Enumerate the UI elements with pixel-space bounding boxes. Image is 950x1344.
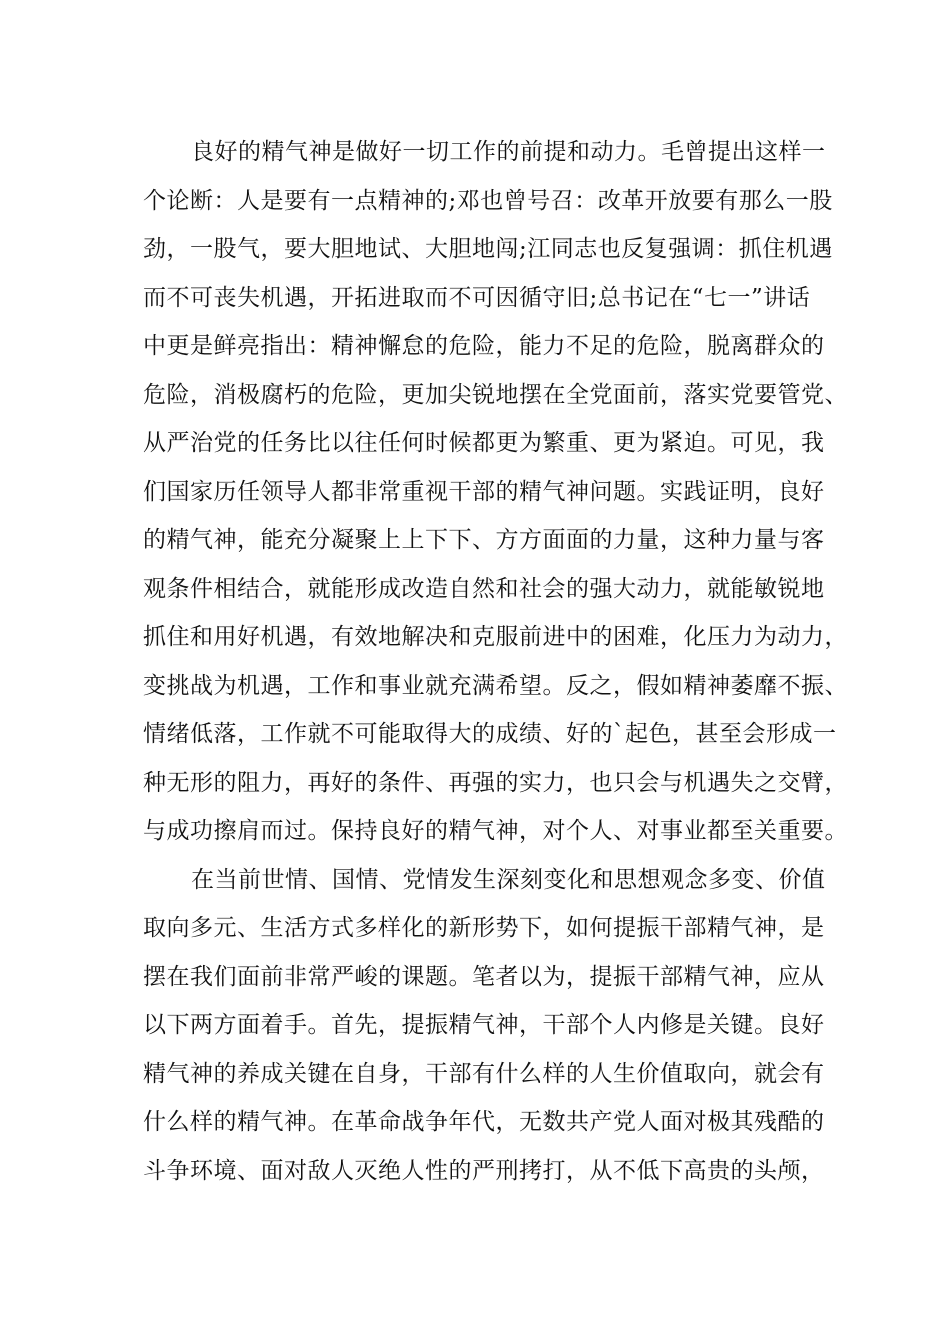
text-line: 与成功擦肩而过。保持良好的精气神，对个人、对事业都至关重要。 xyxy=(143,818,848,844)
text-line: 危险，消极腐朽的危险，更加尖锐地摆在全党面前，落实党要管党、 xyxy=(143,381,848,408)
text-line: 情绪低落，工作就不可能取得大的成绩、好的`起色，甚至会形成一 xyxy=(143,721,837,747)
text-line: 而不可丧失机遇，开拓进取而不可因循守旧;总书记在“七一”讲话 xyxy=(143,284,811,311)
text-line: 从严治党的任务比以往任何时候都更为繁重、更为紧迫。可见，我 xyxy=(143,430,825,456)
text-line: 劲，一股气，要大胆地试、大胆地闯;江同志也反复强调：抓住机遇 xyxy=(143,236,833,262)
text-line: 抓住和用好机遇，有效地解决和克服前进中的困难，化压力为动力， xyxy=(143,624,848,650)
paragraph-1 xyxy=(143,128,848,856)
text-line: 变挑战为机遇，工作和事业就充满希望。反之，假如精神萎靡不振、 xyxy=(143,672,848,699)
text-line: 们国家历任领导人都非常重视干部的精气神问题。实践证明，良好 xyxy=(143,478,825,505)
text-line: 的精气神，能充分凝聚上上下下、方方面面的力量，这种力量与客 xyxy=(143,527,825,553)
text-line: 个论断：人是要有一点精神的;邓也曾号召：改革开放要有那么一股 xyxy=(143,187,833,214)
text-line: 取向多元、生活方式多样化的新形势下，如何提振干部精气神，是 xyxy=(143,915,825,941)
text-line: 良好的精气神是做好一切工作的前提和动力。毛曾提出这样一 xyxy=(191,139,826,165)
text-line: 种无形的阻力，再好的条件、再强的实力，也只会与机遇失之交臂， xyxy=(143,769,848,796)
text-line: 什么样的精气神。在革命战争年代，无数共产党人面对极其残酷的 xyxy=(143,1109,825,1135)
document-body xyxy=(143,128,848,1195)
text-line: 中更是鲜亮指出：精神懈怠的危险，能力不足的危险，脱离群众的 xyxy=(143,333,825,359)
text-line: 摆在我们面前非常严峻的课题。笔者以为，提振干部精气神，应从 xyxy=(143,963,825,990)
text-line: 精气神的养成关键在自身，干部有什么样的人生价值取向，就会有 xyxy=(143,1060,825,1087)
paragraph-2 xyxy=(143,856,833,1196)
text-line: 斗争环境、面对敌人灭绝人性的严刑拷打，从不低下高贵的头颅， xyxy=(143,1157,825,1184)
text-line: 观条件相结合，就能形成改造自然和社会的强大动力，就能敏锐地 xyxy=(143,575,825,602)
text-line: 以下两方面着手。首先，提振精气神，干部个人内修是关键。良好 xyxy=(143,1012,825,1038)
text-line: 在当前世情、国情、党情发生深刻变化和思想观念多变、价值 xyxy=(191,866,826,893)
